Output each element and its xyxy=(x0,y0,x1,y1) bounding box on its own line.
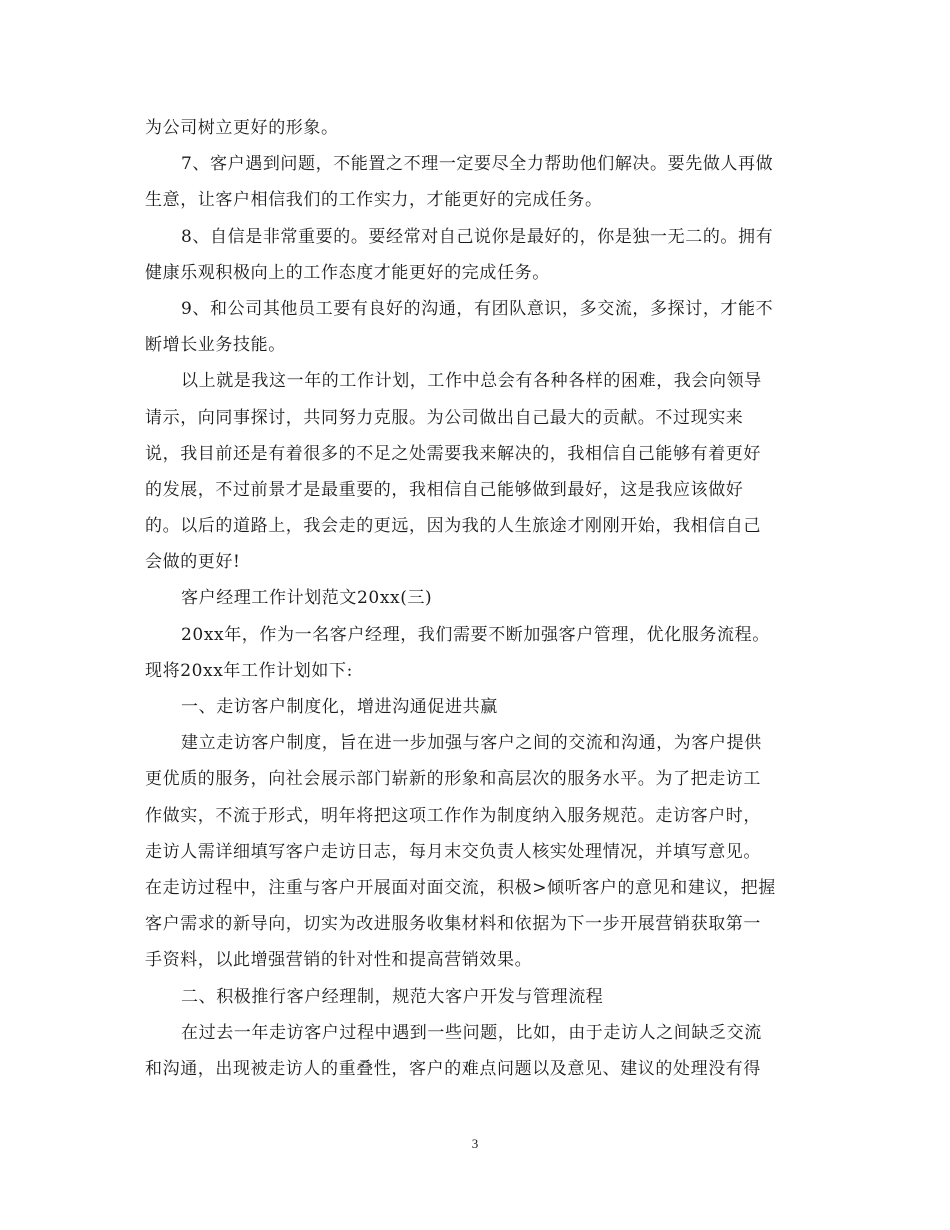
text-line: 7、客户遇到问题，不能置之不理一定要尽全力帮助他们解决。要先做人再做 xyxy=(181,154,774,175)
text-line: 客户需求的新导向，切实为改进服务收集材料和依据为下一步开展营销获取第一 xyxy=(145,914,761,935)
text-line: 在过去一年走访客户过程中遇到一些问题，比如，由于走访人之间缺乏交流 xyxy=(181,1022,762,1043)
document-body xyxy=(145,110,810,1087)
text-line: 一、走访客户制度化，增进沟通促进共赢 xyxy=(181,697,498,717)
text-line: 说，我目前还是有着很多的不足之处需要我来解决的，我相信自己能够有着更好 xyxy=(145,443,761,464)
text-line: 生意，让客户相信我们的工作实力，才能更好的完成任务。 xyxy=(145,190,603,211)
text-line: 二、积极推行客户经理制，规范大客户开发与管理流程 xyxy=(181,986,604,1007)
text-line: 在走访过程中，注重与客户开展面对面交流，积极>倾听客户的意见和建议，把握 xyxy=(145,877,776,898)
text-line: 会做的更好! xyxy=(145,552,241,573)
text-line: 走访人需详细填写客户走访日志，每月末交负责人核实处理情况，并填写意见。 xyxy=(145,841,761,862)
text-line: 9、和公司其他员工要有良好的沟通，有团队意识，多交流，多探讨，才能不 xyxy=(181,298,774,319)
text-line: 现将20xx年工作计划如下: xyxy=(145,660,353,681)
text-line: 的发展，不过前景才是最重要的，我相信自己能够做到最好，这是我应该做好 xyxy=(145,479,744,500)
text-line: 客户经理工作计划范文20xx(三) xyxy=(181,588,433,609)
text-line: 健康乐观积极向上的工作态度才能更好的完成任务。 xyxy=(145,262,550,283)
text-line: 的。以后的道路上，我会走的更远，因为我的人生旅途才刚刚开始，我相信自己 xyxy=(145,516,761,537)
text-line: 作做实，不流于形式，明年将把这项工作作为制度纳入服务规范。走访客户时， xyxy=(145,805,761,826)
text-line: 8、自信是非常重要的。要经常对自己说你是最好的，你是独一无二的。拥有 xyxy=(181,226,774,247)
text-line: 断增长业务技能。 xyxy=(145,335,286,356)
text-line: 为公司树立更好的形象。 xyxy=(145,118,339,138)
page-number: 3 xyxy=(471,1136,479,1151)
text-line: 以上就是我这一年的工作计划，工作中总会有各种各样的困难，我会向领导 xyxy=(181,371,762,392)
text-line: 手资料，以此增强营销的针对性和提高营销效果。 xyxy=(145,950,533,971)
text-line: 更优质的服务，向社会展示部门崭新的形象和高层次的服务水平。为了把走访工 xyxy=(145,769,761,790)
text-line: 20xx年，作为一名客户经理，我们需要不断加强客户管理，优化服务流程。 xyxy=(181,624,770,645)
text-line: 建立走访客户制度，旨在进一步加强与客户之间的交流和沟通，为客户提供 xyxy=(181,733,762,754)
text-line: 请示，向同事探讨，共同努力克服。为公司做出自己最大的贡献。不过现实来 xyxy=(145,407,744,428)
text-line: 和沟通，出现被走访人的重叠性，客户的难点问题以及意见、建议的处理没有得 xyxy=(145,1058,761,1079)
